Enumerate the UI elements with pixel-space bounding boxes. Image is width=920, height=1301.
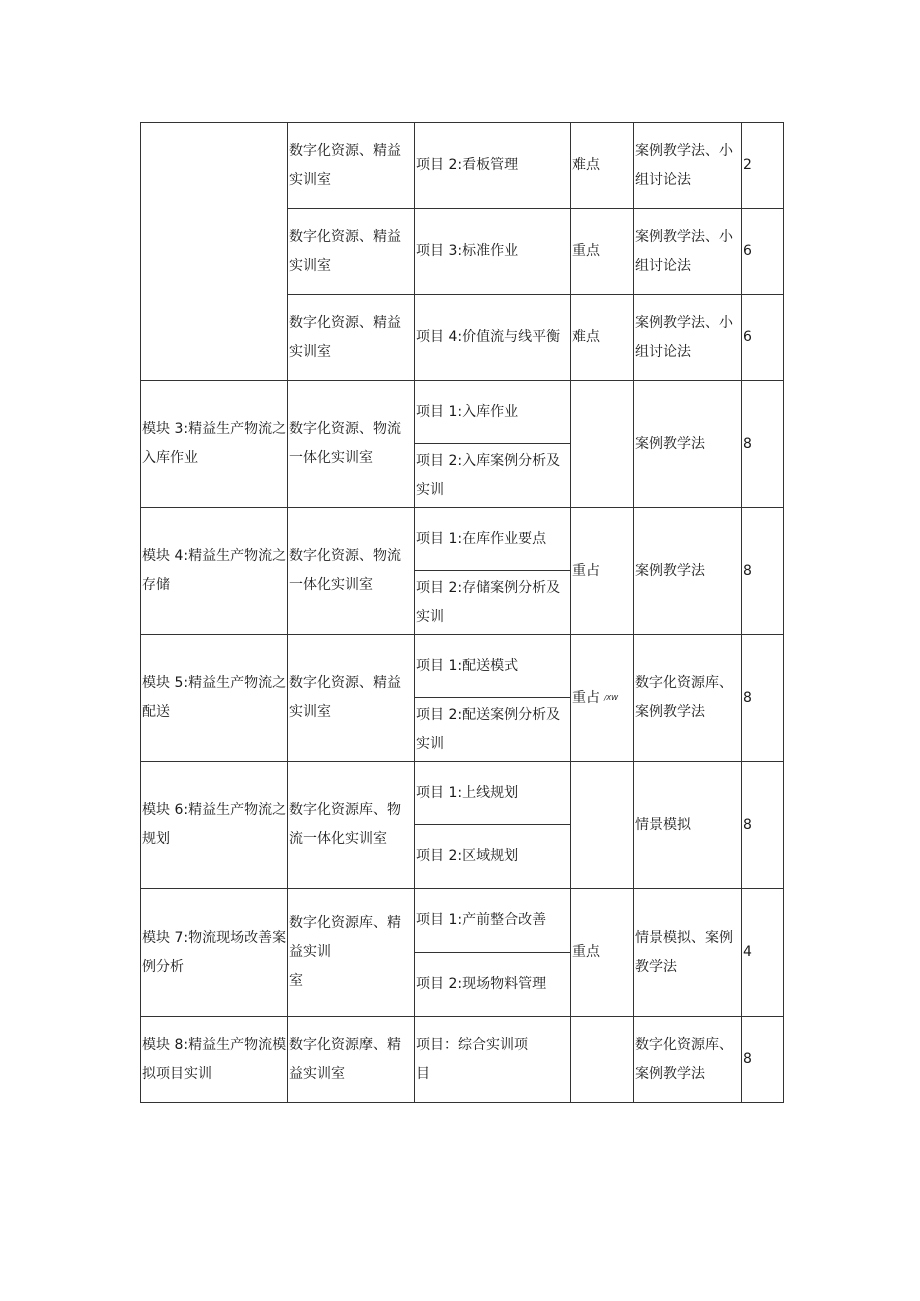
resource-cell: 数字化资源、精益实训室 — [288, 295, 415, 381]
module-cell: 模块 3:精益生产物流之入库作业 — [141, 381, 288, 508]
project-cell: 项目 1:入库作业 — [415, 381, 571, 444]
hours-cell: 6 — [742, 295, 784, 381]
table-row — [141, 381, 784, 444]
resource-cell: 数字化资源、精益实训室 — [288, 209, 415, 295]
key-cell — [571, 635, 634, 762]
hours-cell: 8 — [742, 635, 784, 762]
hours-cell: 4 — [742, 889, 784, 1017]
hours-cell: 2 — [742, 123, 784, 209]
resource-cell: 数字化资源、精益实训室 — [288, 635, 415, 762]
key-cell — [571, 381, 634, 508]
method-cell: 数字化资源库、案例教学法 — [634, 1017, 742, 1103]
project-cell: 项目 2:配送案例分析及实训 — [415, 698, 571, 762]
project-cell: 项目 2:看板管理 — [415, 123, 571, 209]
module-cell — [141, 123, 288, 381]
key-cell: 难点 — [571, 295, 634, 381]
resource-cell: 数字化资源、物流一体化实训室 — [288, 508, 415, 635]
key-note: /XW — [604, 693, 619, 702]
resource-cell: 数字化资源、物流一体化实训室 — [288, 381, 415, 508]
module-cell: 模块 8:精益生产物流模拟项目实训 — [141, 1017, 288, 1103]
module-cell: 模块 6:精益生产物流之规划 — [141, 762, 288, 889]
hours-cell: 8 — [742, 762, 784, 889]
project-cell: 项目 2:入库案例分析及实训 — [415, 444, 571, 508]
project-text: 项目：综合实训项 — [416, 1036, 528, 1053]
method-cell: 案例教学法、小组讨论法 — [634, 209, 742, 295]
hours-cell: 8 — [742, 381, 784, 508]
key-wrap — [572, 684, 633, 713]
table-row — [141, 508, 784, 571]
module-cell: 模块 7:物流现场改善案例分析 — [141, 889, 288, 1017]
method-cell: 情景模拟、案例教学法 — [634, 889, 742, 1017]
method-cell: 案例教学法、小组讨论法 — [634, 295, 742, 381]
table-row — [141, 635, 784, 698]
project-cell: 项目 2:现场物料管理 — [415, 953, 571, 1017]
project-cell: 项目 1:在库作业要点 — [415, 508, 571, 571]
resource-text-cont: 室 — [289, 973, 303, 989]
key-label: 重占 — [572, 689, 600, 706]
key-cell: 重点 — [571, 209, 634, 295]
resource-text: 数字化资源库、精益实训 — [289, 915, 401, 960]
method-cell: 案例教学法 — [634, 508, 742, 635]
method-cell: 情景模拟 — [634, 762, 742, 889]
course-table — [140, 122, 784, 1103]
method-cell: 案例教学法 — [634, 381, 742, 508]
method-cell: 数字化资源库、案例教学法 — [634, 635, 742, 762]
module-cell: 模块 4:精益生产物流之存储 — [141, 508, 288, 635]
project-cell — [415, 1017, 571, 1103]
resource-cell — [288, 889, 415, 1017]
project-cell: 项目 3:标准作业 — [415, 209, 571, 295]
project-cell: 项目 2:区域规划 — [415, 825, 571, 889]
key-cell: 难点 — [571, 123, 634, 209]
resource-cell: 数字化资源、精益实训室 — [288, 123, 415, 209]
resource-cell: 数字化资源摩、精益实训室 — [288, 1017, 415, 1103]
key-cell: 重点 — [571, 889, 634, 1017]
table-row — [141, 1017, 784, 1103]
table-row — [141, 762, 784, 825]
hours-cell: 6 — [742, 209, 784, 295]
project-text-cont: 目 — [416, 1065, 430, 1082]
key-cell — [571, 762, 634, 889]
project-cell: 项目 1:配送模式 — [415, 635, 571, 698]
project-cell: 项目 1:产前整合改善 — [415, 889, 571, 953]
project-cell: 项目 2:存储案例分析及实训 — [415, 571, 571, 635]
project-cell: 项目 1:上线规划 — [415, 762, 571, 825]
key-cell: 重占 — [571, 508, 634, 635]
hours-cell: 8 — [742, 1017, 784, 1103]
project-cell: 项目 4:价值流与线平衡 — [415, 295, 571, 381]
module-cell: 模块 5:精益生产物流之配送 — [141, 635, 288, 762]
table-row — [141, 123, 784, 209]
hours-cell: 8 — [742, 508, 784, 635]
method-cell: 案例教学法、小组讨论法 — [634, 123, 742, 209]
table-row — [141, 889, 784, 953]
key-cell — [571, 1017, 634, 1103]
resource-cell: 数字化资源库、物流一体化实训室 — [288, 762, 415, 889]
